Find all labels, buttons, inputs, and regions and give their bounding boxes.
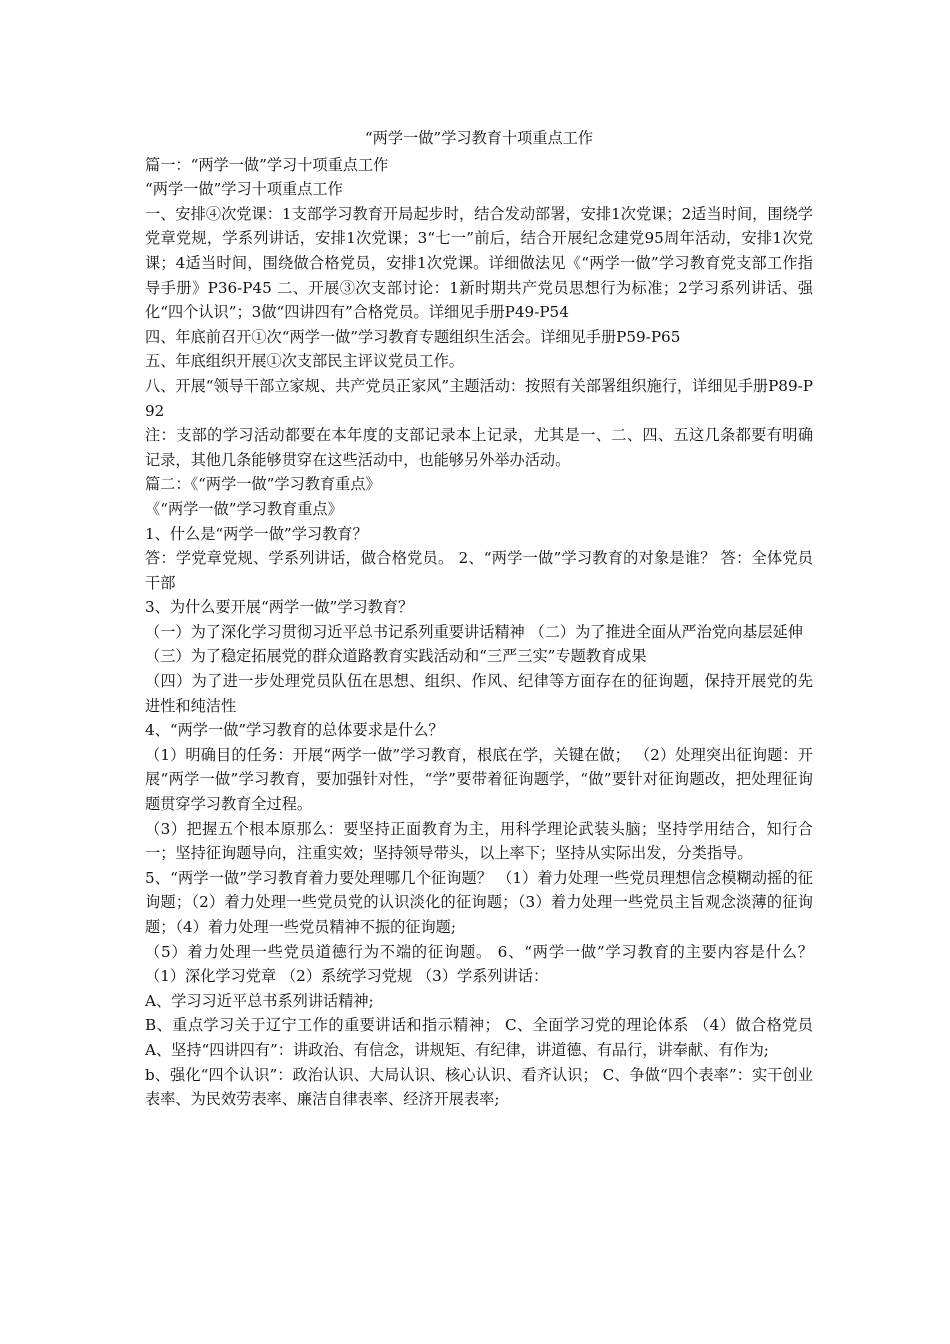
section-subtitle: 《“两学一做”学习教育重点》: [145, 499, 343, 518]
paragraph: （3）把握五个根本原那么：要坚持正面教育为主，用科学理论武装头脑；坚持学用结合，知行合一；坚持征询题导向，注重实效；坚持领导带头，以上率下；坚持从实际出发，分类指导。: [145, 819, 813, 863]
paragraph: （5）着力处理一些党员道德行为不端的征询题。 6、“两学一做”学习教育的主要内容是什么？ （1）深化学习党章 （2）系统学习党规 （3）学系列讲话：: [145, 942, 813, 986]
paragraph: 一、安排④次党课：1支部学习教育开局起步时，结合发动部署，安排1次党课；2适当时间，围绕学党章党规，学系列讲话，安排1次党课；3“七一”前后，结合开展纪念建党95周年活动，安排1次党课；4适当时间，围绕做合格党员，安排1次党课。详细做法见《“两学一做”学习教育党支部工作指导手册》P36-P45 二、开展③次支部讨论：1新时期共产党员思想行为标准；2学习系列讲话、强化“四个认识”；3做“四讲四有”合格党员。详细见手册P49-P54: [145, 204, 813, 322]
paragraph: 四、年底前召开①次“两学一做”学习教育专题组织生活会。详细见手册P59-P65: [145, 327, 681, 346]
paragraph: 八、开展“领导干部立家规、共产党员正家风”主题活动：按照有关部署组织施行，详细见手册P89-P92: [145, 376, 813, 420]
paragraph: b、强化“四个认识”：政治认识、大局认识、核心认识、看齐认识； C、争做“四个表率”：实干创业表率、为民效劳表率、廉洁自律表率、经济开展表率;: [145, 1065, 813, 1109]
document-title: “两学一做”学习教育十项重点工作: [364, 129, 594, 147]
paragraph: “两学一做”学习十项重点工作: [145, 180, 343, 199]
paragraph: 4、“两学一做”学习教育的总体要求是什么？: [145, 721, 444, 740]
paragraph: （四）为了进一步处理党员队伍在思想、组织、作风、纪律等方面存在的征询题，保持开展党的先进性和纯洁性: [145, 672, 813, 715]
paragraph: 五、年底组织开展①次支部民主评议党员工作。: [145, 352, 464, 371]
paragraph: B、重点学习关于辽宁工作的重要讲话和指示精神； C、全面学习党的理论体系 （4）做合格党员 A、坚持“四讲四有”：讲政治、有信念，讲规矩、有纪律，讲道德、有品行，讲奉献、有作为;: [145, 1016, 813, 1059]
paragraph: 注：支部的学习活动都要在本年度的支部记录本上记录，尤其是一、二、四、五这几条都要有明确记录，其他几条能够贯穿在这些活动中，也能够另外举办活动。: [145, 426, 813, 469]
paragraph: 篇一：“两学一做”学习十项重点工作: [145, 155, 389, 174]
section-heading: 篇二：《“两学一做”学习教育重点》: [145, 475, 381, 494]
paragraph: 1、什么是“两学一做”学习教育？: [145, 524, 368, 543]
paragraph: 5、“两学一做”学习教育着力要处理哪几个征询题？ （1）着力处理一些党员理想信念模糊动摇的征询题；（2）着力处理一些党员党的认识淡化的征询题；（3）着力处理一些党员主旨观念淡薄的征询题；（4）着力处理一些党员精神不振的征询题;: [145, 868, 813, 936]
paragraph: 答：学党章党规、学系列讲话，做合格党员。 2、“两学一做”学习教育的对象是谁？ 答：全体党员干部: [145, 549, 813, 592]
paragraph: （一）为了深化学习贯彻习近平总书记系列重要讲话精神 （二）为了推进全面从严治党向基层延伸: [145, 622, 803, 641]
paragraph: A、学习习近平总书系列讲话精神;: [145, 991, 374, 1010]
paragraph: （三）为了稳定拓展党的群众道路教育实践活动和“三严三实”专题教育成果: [145, 647, 647, 666]
paragraph: （1）明确目的任务：开展“两学一做”学习教育，根底在学，关键在做； （2）处理突出征询题：开展“两学一做”学习教育，要加强针对性，“学”要带着征询题学，“做”要针对征询题改，把处理征询题贯穿学习教育全过程。: [145, 745, 813, 814]
paragraph: 3、为什么要开展“两学一做”学习教育？: [145, 598, 414, 617]
document-page: [145, 126, 813, 1112]
